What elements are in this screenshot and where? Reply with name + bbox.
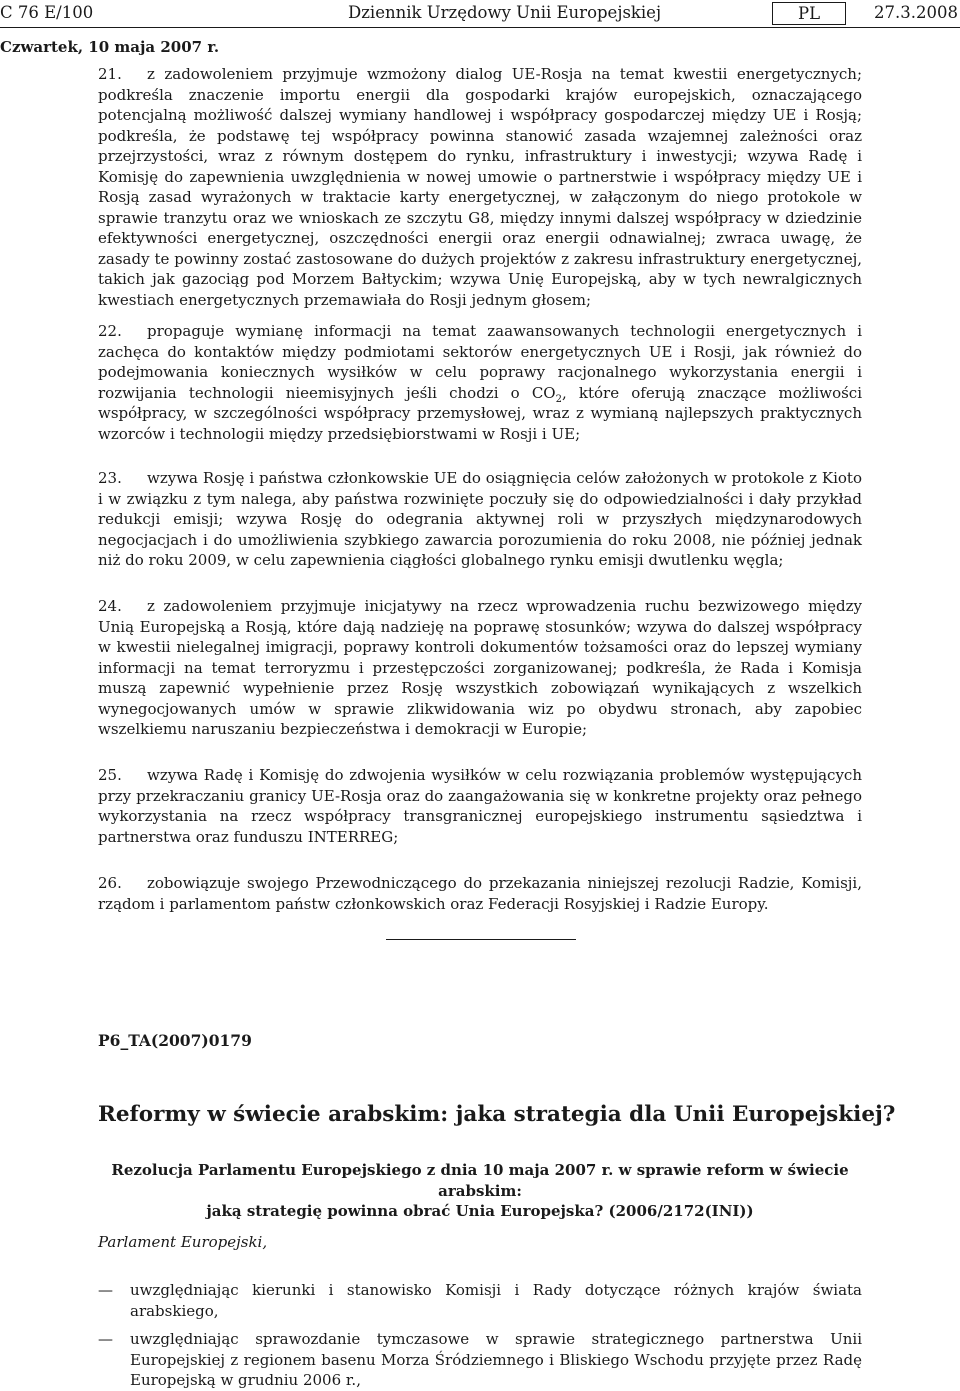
paragraph-number: 23. <box>98 469 122 487</box>
paragraph-text: propaguje wymianę informacji na temat zaawansowanych technologii energetycznych i zachęca do kontaktów między podmiotami sektorów energetycznych UE i Rosji, jak również do podejmowania koniecznych wysiłków w celu poprawy racjonalnego wykorzystania energii i rozwijania technologii nieemisyjnych jeśli chodzi o CO <box>98 322 862 402</box>
paragraph-number: 24. <box>98 597 122 615</box>
parliament-heading: Parlament Europejski, <box>98 1233 268 1251</box>
paragraph-text: zobowiązuje swojego Przewodniczącego do przekazania niniejszej rezolucji Radzie, Komisji, rządom i parlamentom państw członkowskich oraz Federacji Rosyjskiej i Radzie Europy. <box>98 874 862 913</box>
resolution-title: Reformy w świecie arabskim: jaka strategia dla Unii Europejskiej? <box>98 1102 896 1127</box>
paragraph-number: 22. <box>98 322 122 340</box>
paragraph-text: z zadowoleniem przyjmuje wzmożony dialog UE-Rosja na temat kwestii energetycznych; podkreśla znaczenie importu energii dla gospodarki krajów europejskich, oznaczającego potencjalną możliwość dalszej wymiany handlowej i współpracy gospodarczej między UE i Rosją; podkreśla, że podstawę tej współpracy powinna stanowić zasada wzajemnej zależności oraz przejrzystości, wraz z równym dostępem do rynku, infrastruktury i inwestycji; wzywa Radę i Komisję do zapewnienia uwzględnienia w nowej umowie o partnerstwie i współpracy między UE i Rosją zasad wyrażonych w traktacie karty energetycznej, w załączonym do niego protokole w sprawie tranzytu oraz we wnioskach ze szczytu G8, między innymi dalszej współpracy w dziedzinie efektywności energetycznej, oszczędności energii oraz energii odnawialnej; zwraca uwagę, że zasady te powinny zostać zastosowane do dużych projektów z zakresu infrastruktury energetycznej, takich jak gazociąg pod Morzem Bałtyckim; wzywa Unię Europejską, aby w tych newralgicznych kwestiach energetycznych przemawiała do Rosji jednym głosem; <box>98 65 862 309</box>
dash-bullet: — <box>98 1281 113 1299</box>
journal-name: Dziennik Urzędowy Unii Europejskiej <box>348 3 662 22</box>
paragraph-26 <box>98 873 862 914</box>
paragraph-text: wzywa Radę i Komisję do zdwojenia wysiłków w celu rozwiązania problemów występujących przy przekraczaniu granicy UE-Rosja oraz do zaangażowania się w konkretne projekty oraz pełnego wykorzystania na rzecz współpracy transgranicznej europejskiego instrumentu sąsiedztwa i partnerstwa oraz funduszu INTERREG; <box>98 766 862 846</box>
sitting-date: Czwartek, 10 maja 2007 r. <box>0 38 220 56</box>
paragraph-25 <box>98 765 862 847</box>
section-separator <box>386 939 576 940</box>
paragraph-21 <box>98 64 862 310</box>
dash-bullet: — <box>98 1330 113 1348</box>
subscript-2: 2 <box>555 393 562 405</box>
paragraph-24 <box>98 596 862 740</box>
resolution-subtitle-line-1: Rezolucja Parlamentu Europejskiego z dnia 10 maja 2007 r. w sprawie reform w świecie arabskim: <box>111 1161 849 1200</box>
consideration-text: uwzględniając kierunki i stanowisko Komisji i Rady dotyczące różnych krajów świata arabskiego, <box>130 1281 862 1320</box>
page-header <box>0 3 960 27</box>
consideration-item <box>98 1280 862 1321</box>
consideration-text: uwzględniając sprawozdanie tymczasowe w sprawie strategicznego partnerstwa Unii Europejskiej z regionem basenu Morza Śródziemnego i Bliskiego Wschodu przyjęte przez Radę Europejską w grudniu 2006 r., <box>130 1330 862 1389</box>
paragraph-text: wzywa Rosję i państwa członkowskie UE do osiągnięcia celów założonych w protokole z Kioto i w związku z tym nalega, aby państwa rozwinięte poczuły się do odpowiedzialności i dały przykład redukcji emisji; wzywa Rosję do odegrania aktywnej roli w przyszłych międzynarodowych negocjacjach i do umożliwienia szybkiego zawarcia porozumienia do roku 2008, nie później jednak niż do roku 2009, w celu zapewnienia ciągłości globalnego rynku emisji dwutlenku węgla; <box>98 469 862 569</box>
publication-date: 27.3.2008 <box>874 3 958 22</box>
consideration-item <box>98 1329 862 1391</box>
resolution-subtitle-line-2: jaką strategię powinna obrać Unia Europejska? (2006/2172(INI)) <box>206 1202 754 1220</box>
ta-code: P6_TA(2007)0179 <box>98 1031 252 1050</box>
paragraph-number: 26. <box>98 874 122 892</box>
paragraph-23 <box>98 468 862 571</box>
paragraph-number: 21. <box>98 65 122 83</box>
language-badge: PL <box>772 2 846 25</box>
paragraph-22 <box>98 321 862 444</box>
header-rule <box>0 27 960 28</box>
paragraph-text-continued: , które oferują znaczące możliwości współpracy, w szczególności współpracy przemysłowej, wraz z wymianą najlepszych praktycznych wzorców i technologii między przedsiębiorstwami w Rosji i UE; <box>98 383 862 443</box>
resolution-subtitle <box>98 1160 862 1222</box>
paragraph-text: z zadowoleniem przyjmuje inicjatywy na rzecz wprowadzenia ruchu bezwizowego między Unią Europejską a Rosją, które dają nadzieję na poprawę stosunków; wzywa do dalszej współpracy w kwestii nielegalnej imigracji, poprawy kontroli dokumentów tożsamości oraz do lepszej wymiany informacji na temat terroryzmu i przestępczości zorganizowanej; podkreśla, że Rada i Komisja muszą zapewnić wypełnienie przez Rosję wszystkich zobowiązań wynikających z wszelkich wynegocjowanych umów w sprawie zlikwidowania wiz po obydwu stronach, aby zapobiec wszelkiemu naruszaniu bezpieczeństwa i demokracji w Europie; <box>98 597 862 738</box>
journal-reference: C 76 E/100 <box>0 3 94 22</box>
paragraph-number: 25. <box>98 766 122 784</box>
